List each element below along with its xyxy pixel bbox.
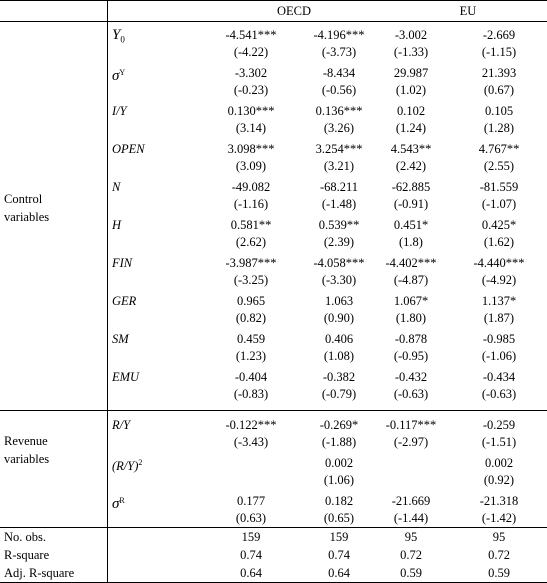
variable-name: $(R/Y)^2$ [112, 458, 143, 474]
t-statistic: (-3.73) [321, 45, 357, 59]
tstat-row [0, 155, 547, 177]
coefficient: 0.965 [236, 294, 266, 308]
t-statistic: (0.67) [483, 83, 515, 97]
coefficient: -0.259 [482, 418, 516, 432]
coefficient: 29.987 [393, 66, 429, 80]
coefficient: -68.211 [319, 180, 359, 194]
control-revenue-rule [0, 410, 547, 411]
t-statistic: (-4.22) [233, 45, 269, 59]
t-statistic: (1.62) [483, 235, 515, 249]
stat-value: 0.72 [488, 548, 510, 562]
t-statistic: (-0.95) [393, 349, 429, 363]
stat-value: 0.74 [240, 548, 262, 562]
stat-value: 159 [329, 530, 349, 544]
variable-name: FIN [112, 256, 133, 270]
coefficient: -3.302 [234, 66, 268, 80]
coefficient: -0.117*** [385, 418, 437, 432]
stat-value: 0.64 [328, 566, 350, 580]
coefficient: -3.002 [394, 28, 428, 42]
t-statistic: (-4.92) [481, 273, 517, 287]
t-statistic: (1.24) [395, 121, 427, 135]
coefficient: 4.767** [478, 142, 520, 156]
coefficient: -0.878 [394, 332, 428, 346]
coefficient: 0.102 [396, 104, 426, 118]
coefficient: 0.136*** [315, 104, 363, 118]
variable-name: I/Y [112, 104, 127, 118]
coefficient: -81.559 [479, 180, 519, 194]
t-statistic: (3.14) [235, 121, 267, 135]
coefficient: 3.098*** [227, 142, 275, 156]
stat-label: R-square [4, 548, 50, 562]
coefficient: 0.406 [324, 332, 354, 346]
t-statistic: (-0.63) [481, 387, 517, 401]
tstat-row [0, 269, 547, 291]
t-statistic: (-2.97) [393, 435, 429, 449]
header-eu: EU [459, 4, 477, 18]
coefficient: -4.402*** [385, 256, 437, 270]
t-statistic: (-0.23) [233, 83, 269, 97]
stat-label: No. obs. [4, 530, 47, 544]
t-statistic: (2.55) [483, 159, 515, 173]
coefficient: -21.669 [391, 494, 431, 508]
variable-name: H [112, 218, 122, 232]
coefficient: 0.425* [481, 218, 517, 232]
coefficient: 0.105 [484, 104, 514, 118]
stat-row [0, 546, 547, 564]
coefficient: 3.254*** [315, 142, 363, 156]
group-label-revenue: Revenue variables [4, 434, 50, 466]
tstat-row [0, 193, 547, 215]
t-statistic: (-1.33) [393, 45, 429, 59]
t-statistic: (3.09) [235, 159, 267, 173]
tstat-row [0, 383, 547, 405]
stat-value: 159 [241, 530, 261, 544]
variable-name: OPEN [112, 142, 145, 156]
coefficient: 0.459 [236, 332, 266, 346]
header-oecd: OECD [276, 4, 312, 18]
coefficient: 0.130*** [227, 104, 275, 118]
variable-name: EMU [112, 370, 140, 384]
t-statistic: (1.80) [395, 311, 427, 325]
coefficient: -0.404 [234, 370, 268, 384]
t-statistic: (2.42) [395, 159, 427, 173]
group-label-control: Control variables [4, 192, 50, 224]
t-statistic: (-1.15) [481, 45, 517, 59]
t-statistic: (0.63) [235, 511, 267, 525]
t-statistic: (1.06) [323, 473, 355, 487]
coefficient: -0.434 [482, 370, 516, 384]
t-statistic: (1.23) [235, 349, 267, 363]
t-statistic: (1.02) [395, 83, 427, 97]
coefficient: -0.382 [322, 370, 356, 384]
t-statistic: (-3.25) [233, 273, 269, 287]
t-statistic: (-1.06) [481, 349, 517, 363]
tstat-row [0, 41, 547, 63]
t-statistic: (0.82) [235, 311, 267, 325]
tstat-row [0, 307, 547, 329]
variable-name: $Y_0$ [112, 27, 125, 45]
t-statistic: (3.21) [323, 159, 355, 173]
coefficient: -0.122*** [225, 418, 277, 432]
coefficient: -0.985 [482, 332, 516, 346]
stat-value: 95 [404, 530, 418, 544]
variable-name: $\sigma^R$ [112, 496, 125, 513]
t-statistic: (1.8) [399, 235, 423, 249]
coefficient: 0.451* [393, 218, 429, 232]
coefficient: 1.067* [393, 294, 429, 308]
tstat-row [0, 79, 547, 101]
coefficient: 0.539** [318, 218, 360, 232]
t-statistic: (-0.63) [393, 387, 429, 401]
t-statistic: (2.62) [235, 235, 267, 249]
tstat-row [0, 507, 547, 529]
coefficient: -2.669 [482, 28, 516, 42]
t-statistic: (-4.87) [393, 273, 429, 287]
stat-row [0, 528, 547, 546]
coefficient: 1.137* [481, 294, 517, 308]
coefficient: -4.440*** [473, 256, 525, 270]
t-statistic: (-0.56) [321, 83, 357, 97]
t-statistic: (-1.44) [393, 511, 429, 525]
stat-value: 0.59 [400, 566, 422, 580]
variable-name: SM [112, 332, 129, 346]
t-statistic: (2.39) [323, 235, 355, 249]
coefficient: -4.058*** [313, 256, 365, 270]
t-statistic: (-1.48) [321, 197, 357, 211]
t-statistic: (-1.16) [233, 197, 269, 211]
coefficient: 1.063 [324, 294, 354, 308]
t-statistic: (-1.88) [321, 435, 357, 449]
t-statistic: (-1.51) [481, 435, 517, 449]
t-statistic: (-1.42) [481, 511, 517, 525]
stat-label: Adj. R-square [4, 566, 75, 580]
t-statistic [211, 469, 291, 491]
tstat-row [0, 117, 547, 139]
t-statistic: (3.26) [323, 121, 355, 135]
t-statistic: (-0.91) [393, 197, 429, 211]
t-statistic: (0.92) [483, 473, 515, 487]
t-statistic: (-3.43) [233, 435, 269, 449]
coefficient: -0.432 [394, 370, 428, 384]
coefficient: -4.196*** [313, 28, 365, 42]
variable-name: N [112, 180, 121, 194]
stat-value: 0.64 [240, 566, 262, 580]
coefficient: -21.318 [479, 494, 519, 508]
coefficient: 0.002 [324, 456, 354, 470]
stat-value: 0.72 [400, 548, 422, 562]
tstat-row [0, 431, 547, 453]
t-statistic: (-0.83) [233, 387, 269, 401]
coefficient: 0.177 [236, 494, 266, 508]
coefficient: 21.393 [481, 66, 517, 80]
coefficient: -4.541*** [225, 28, 277, 42]
t-statistic: (1.08) [323, 349, 355, 363]
coefficient: -62.885 [391, 180, 431, 194]
coefficient: -0.269* [319, 418, 359, 432]
coefficient: -8.434 [322, 66, 356, 80]
t-statistic: (-3.30) [321, 273, 357, 287]
top-rule [0, 0, 547, 1]
t-statistic: (0.65) [323, 511, 355, 525]
stat-value: 0.74 [328, 548, 350, 562]
stat-row [0, 564, 547, 582]
coefficient: 0.182 [324, 494, 354, 508]
t-statistic: (-1.07) [481, 197, 517, 211]
header-rule [0, 21, 547, 22]
t-statistic: (-0.79) [321, 387, 357, 401]
coefficient: -3.987*** [225, 256, 277, 270]
variable-name: GER [112, 294, 137, 308]
variable-name: R/Y [112, 418, 131, 432]
t-statistic: (1.87) [483, 311, 515, 325]
stat-value: 95 [492, 530, 506, 544]
stat-value: 0.59 [488, 566, 510, 580]
variable-name: $\sigma^Y$ [112, 68, 126, 85]
t-statistic: (0.90) [323, 311, 355, 325]
tstat-row [0, 345, 547, 367]
coefficient: 0.581** [230, 218, 272, 232]
coefficient: 4.543** [390, 142, 432, 156]
coefficient: 0.002 [484, 456, 514, 470]
coefficient: -49.082 [231, 180, 271, 194]
t-statistic: (1.28) [483, 121, 515, 135]
tstat-row [0, 469, 547, 491]
t-statistic [371, 469, 451, 491]
tstat-row [0, 231, 547, 253]
